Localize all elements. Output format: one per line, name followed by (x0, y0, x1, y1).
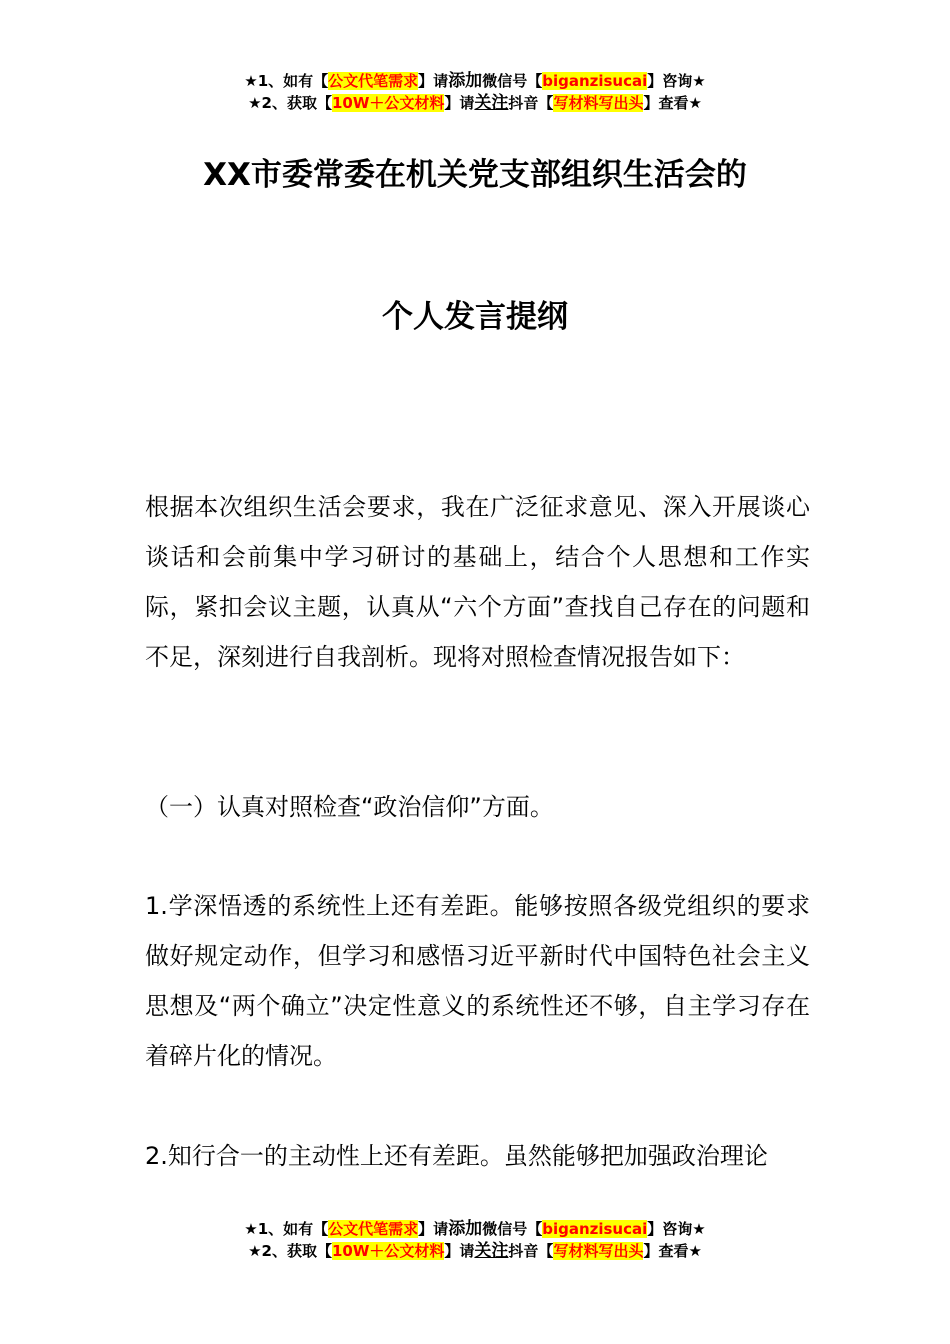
banner-douyin-id: 写材料写出头 (553, 1242, 644, 1260)
intro-paragraph: 根据本次组织生活会要求，我在广泛征求意见、深入开展谈心谈话和会前集中学习研讨的基础上，结合个人思想和工作实际，紧扣会议主题，认真从“六个方面”查找自己存在的问题和不足，深刻进行自我剖析。现将对照检查情况报告如下： (145, 493, 810, 671)
banner-wechat-id: biganzisucai (542, 1220, 648, 1238)
banner-line-1: ★1、如有【公文代笔需求】请添加微信号【biganzisucai】咨询★ (244, 1219, 706, 1239)
banner-highlight: 公文代笔需求 (328, 1220, 419, 1238)
banner-line-1: ★1、如有【公文代笔需求】请添加微信号【biganzisucai】咨询★ (244, 71, 706, 91)
banner-wechat-id: biganzisucai (542, 72, 648, 90)
banner-highlight: 10W＋公文材料 (331, 1242, 445, 1260)
banner-highlight: 10W＋公文材料 (331, 94, 445, 112)
item-paragraph-1: 1.学深悟透的系统性上还有差距。能够按照各级党组织的要求做好规定动作，但学习和感悟习近平新时代中国特色社会主义思想及“两个确立”决定性意义的系统性还不够，自主学习存在着碎片化的情况。 (145, 892, 810, 1070)
section-heading-1: （一）认真对照检查“政治信仰”方面。 (145, 793, 554, 821)
item-paragraph-2: 2.知行合一的主动性上还有差距。虽然能够把加强政治理论 (145, 1142, 768, 1170)
document-title-line-2: 个人发言提纲 (382, 299, 568, 335)
footer-banner (0, 1218, 950, 1262)
banner-line-2: ★2、获取【10W＋公文材料】请关注抖音【写材料写出头】查看★ (248, 1241, 702, 1261)
banner-line-2: ★2、获取【10W＋公文材料】请关注抖音【写材料写出头】查看★ (248, 93, 702, 113)
document-title-line-1: XX市委常委在机关党支部组织生活会的 (203, 157, 747, 193)
header-banner (0, 70, 950, 114)
banner-douyin-id: 写材料写出头 (553, 94, 644, 112)
banner-highlight: 公文代笔需求 (328, 72, 419, 90)
